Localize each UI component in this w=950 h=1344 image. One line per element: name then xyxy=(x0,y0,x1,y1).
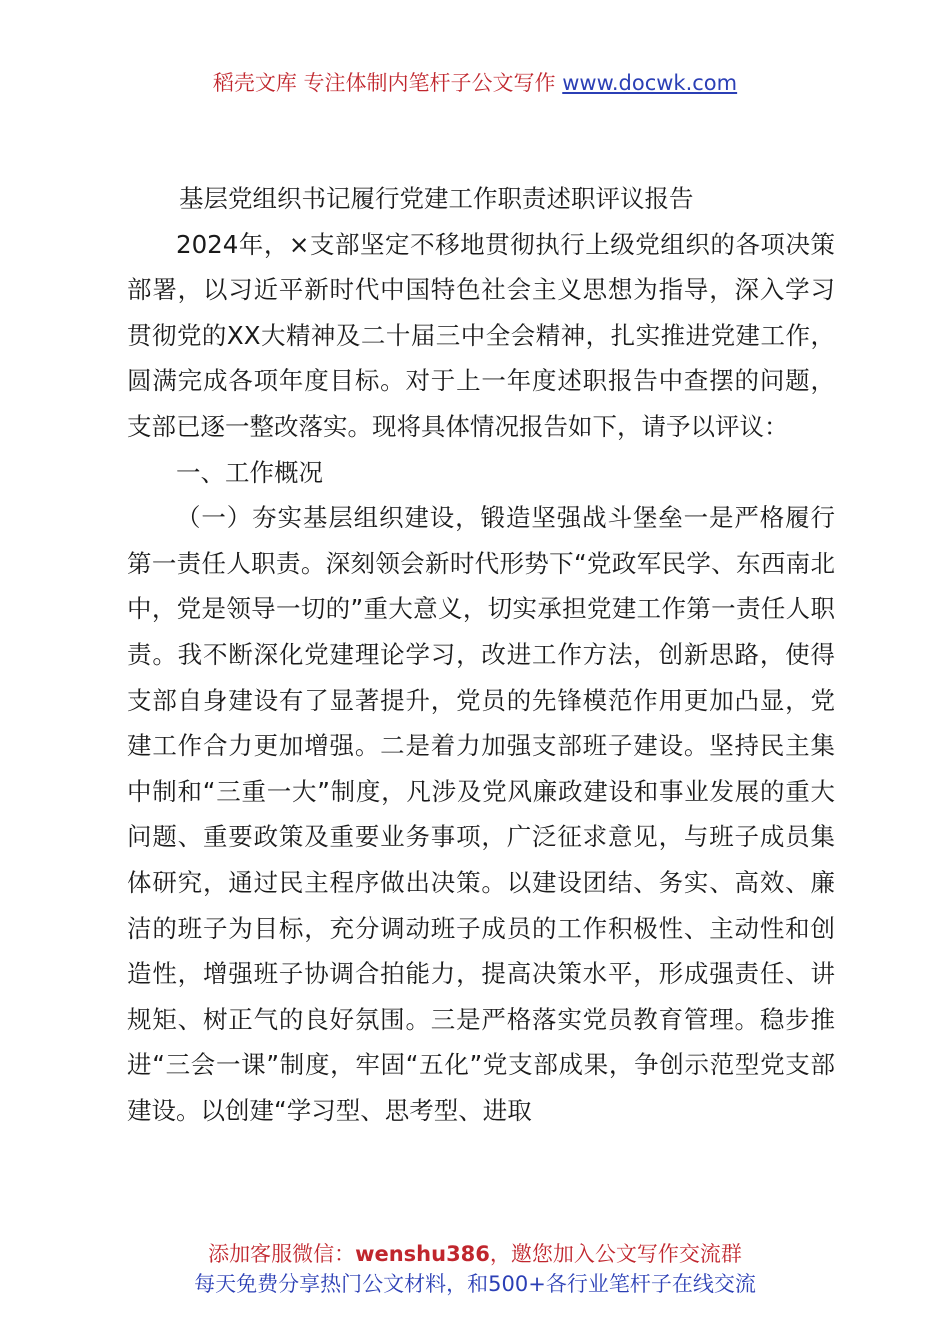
footer-contact-suffix: ，邀您加入公文写作交流群 xyxy=(489,1242,742,1266)
document-title: 基层党组织书记履行党建工作职责述职评议报告 xyxy=(179,184,694,213)
page-footer xyxy=(0,1239,950,1299)
intro-paragraph: 2024年，×支部坚定不移地贯彻执行上级党组织的各项决策部署，以习近平新时代中国特色社会主义思想为指导，深入学习贯彻党的XX大精神及二十届三中全会精神，扎实推进党建工作，圆满完成各项年度目标。对于上一年度述职报告中查摆的问题，支部已逐一整改落实。现将具体情况报告如下，请予以评议： xyxy=(127,229,835,441)
footer-contact-line xyxy=(0,1239,950,1269)
footer-contact-prefix: 添加客服微信： xyxy=(208,1242,356,1266)
brand-slogan: 稻壳文库 专注体制内笔杆子公文写作 xyxy=(212,71,556,95)
website-link[interactable]: www.docwk.com xyxy=(562,71,738,95)
document-body xyxy=(127,176,835,1133)
page-header xyxy=(0,68,950,98)
wechat-id: wenshu386 xyxy=(355,1242,490,1266)
section-paragraph: （一）夯实基层组织建设，锻造坚强战斗堡垒一是严格履行第一责任人职责。深刻领会新时代形势下“党政军民学、东西南北中，党是领导一切的”重大意义，切实承担党建工作第一责任人职责。我不断深化党建理论学习，改进工作方法，创新思路，使得支部自身建设有了显著提升，党员的先锋模范作用更加凸显，党建工作合力更加增强。二是着力加强支部班子建设。坚持民主集中制和“三重一大”制度，凡涉及党风廉政建设和事业发展的重大问题、重要政策及重要业务事项，广泛征求意见，与班子成员集体研究，通过民主程序做出决策。以建设团结、务实、高效、廉洁的班子为目标，充分调动班子成员的工作积极性、主动性和创造性，增强班子协调合拍能力，提高决策水平，形成强责任、讲规矩、树正气的良好氛围。三是严格落实党员教育管理。稳步推进“三会一课”制度，牢固“五化”党支部成果，争创示范型党支部建设。以创建“学习型、思考型、进取 xyxy=(127,503,835,1125)
footer-promo-line: 每天免费分享热门公文材料，和500+各行业笔杆子在线交流 xyxy=(194,1272,756,1296)
section-heading: 一、工作概况 xyxy=(176,457,323,487)
